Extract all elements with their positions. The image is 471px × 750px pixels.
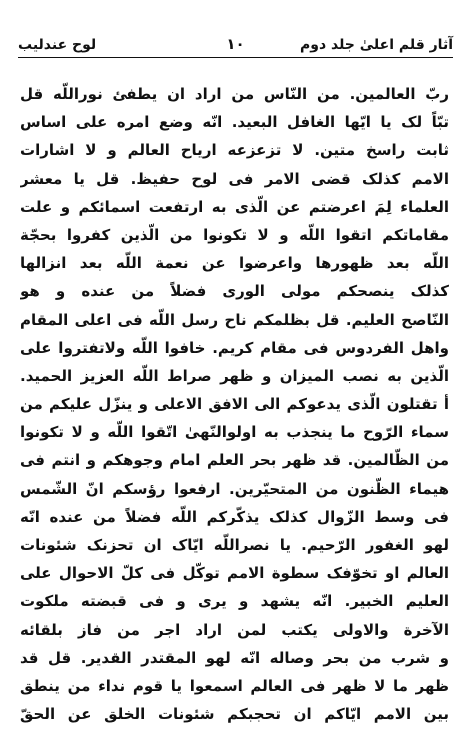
- page-number: ١٠: [226, 35, 245, 53]
- text-line: فی وسط الزّوال كذلک یذکّرکم اللّه فضلاً من عنده انّه: [20, 507, 449, 526]
- book-title: آثار قلم اعلیٰ جلد دوم: [299, 37, 453, 53]
- text-line: من الظّالمین. قد ظهر بحر العلم امام وجوهكم و انتم فی: [20, 451, 449, 470]
- text-line: ظهر ما لا ظهر فی العالم اسمعوا یا قوم نداء من ینطق: [20, 676, 449, 695]
- text-line: هیماء الظّنون من المتحیّرین. ارفعوا رؤسكم انّ الشّمس: [20, 479, 449, 498]
- tablet-title: لوح عندلیب: [18, 37, 97, 53]
- text-line: الّذين به نصب الميزان و ظهر صراط اللّه العزيز الحميد.: [20, 366, 449, 385]
- text-line: بین الامم ايّاكم ان تحجبكم شئونات الخلق عن الحقّ: [20, 705, 449, 724]
- page-header: [18, 20, 453, 58]
- text-line: العالم او تخوّفک سطوة الامم توكّل فی كلّ الاحوال علی: [20, 564, 449, 583]
- text-line: الآخرة والاولی یکتب لمن اراد اجر من فاز بلقائه: [20, 620, 449, 639]
- text-line: سماء الرّوح ما ینجذب به اولوالنّهیٰ اتّقوا اللّه و لا تكونوا: [20, 423, 449, 442]
- text-line: الامم كذلک قضی الامر فی لوح حفیظ. قل یا معشر: [20, 169, 449, 188]
- text-line: و شرب من بحر وصاله انّه لهو المقتدر القدير. قل قد: [20, 648, 449, 667]
- text-line: أ تقتلون الّذی یدعوکم الی الافق الاعلی و ینزّل علیکم من: [20, 395, 449, 414]
- body-text: [20, 80, 449, 728]
- text-line: ربّ العالمین. من النّاس من اراد ان یطفئ نوراللّه قل: [20, 85, 449, 103]
- text-line: العلماء لِمَ اعرضتم عن الّذی به ارتفعت اسمائکم و علت: [20, 197, 449, 216]
- text-line: النّاصح العليم. قل بظلمكم ناح رسل اللّه فی اعلی المقام: [20, 310, 449, 329]
- text-line: اللّه بعد ظهورها واعرضوا عن نعمة اللّه بعد انزالها: [20, 254, 449, 273]
- text-line: لهو الغفور الرّحیم. یا نصراللّه ایّاک ان تحزنک شئونات: [20, 536, 449, 554]
- text-line: تبّاً لک یا ایّها الغافل البعید. انّه وضع امره علی اساس: [20, 113, 449, 132]
- text-line: مقاماتكم اتقوا اللّه و لا تكونوا من الّذين كفروا بحجّة: [20, 225, 449, 244]
- text-line: كذلک ینصحکم مولی الوری فضلاً من عنده و هو: [20, 282, 449, 301]
- text-line: واهل الفردوس فی مقام كريم. خافوا اللّه ولاتفتروا علی: [20, 338, 449, 357]
- text-line: العليم الخبير. انّه یشهد و یری و فی قبضته ملکوت: [20, 592, 449, 611]
- text-line: ثابت راسخ متین. لا تزعزعه ارياح العالم و لا اشارات: [20, 141, 449, 160]
